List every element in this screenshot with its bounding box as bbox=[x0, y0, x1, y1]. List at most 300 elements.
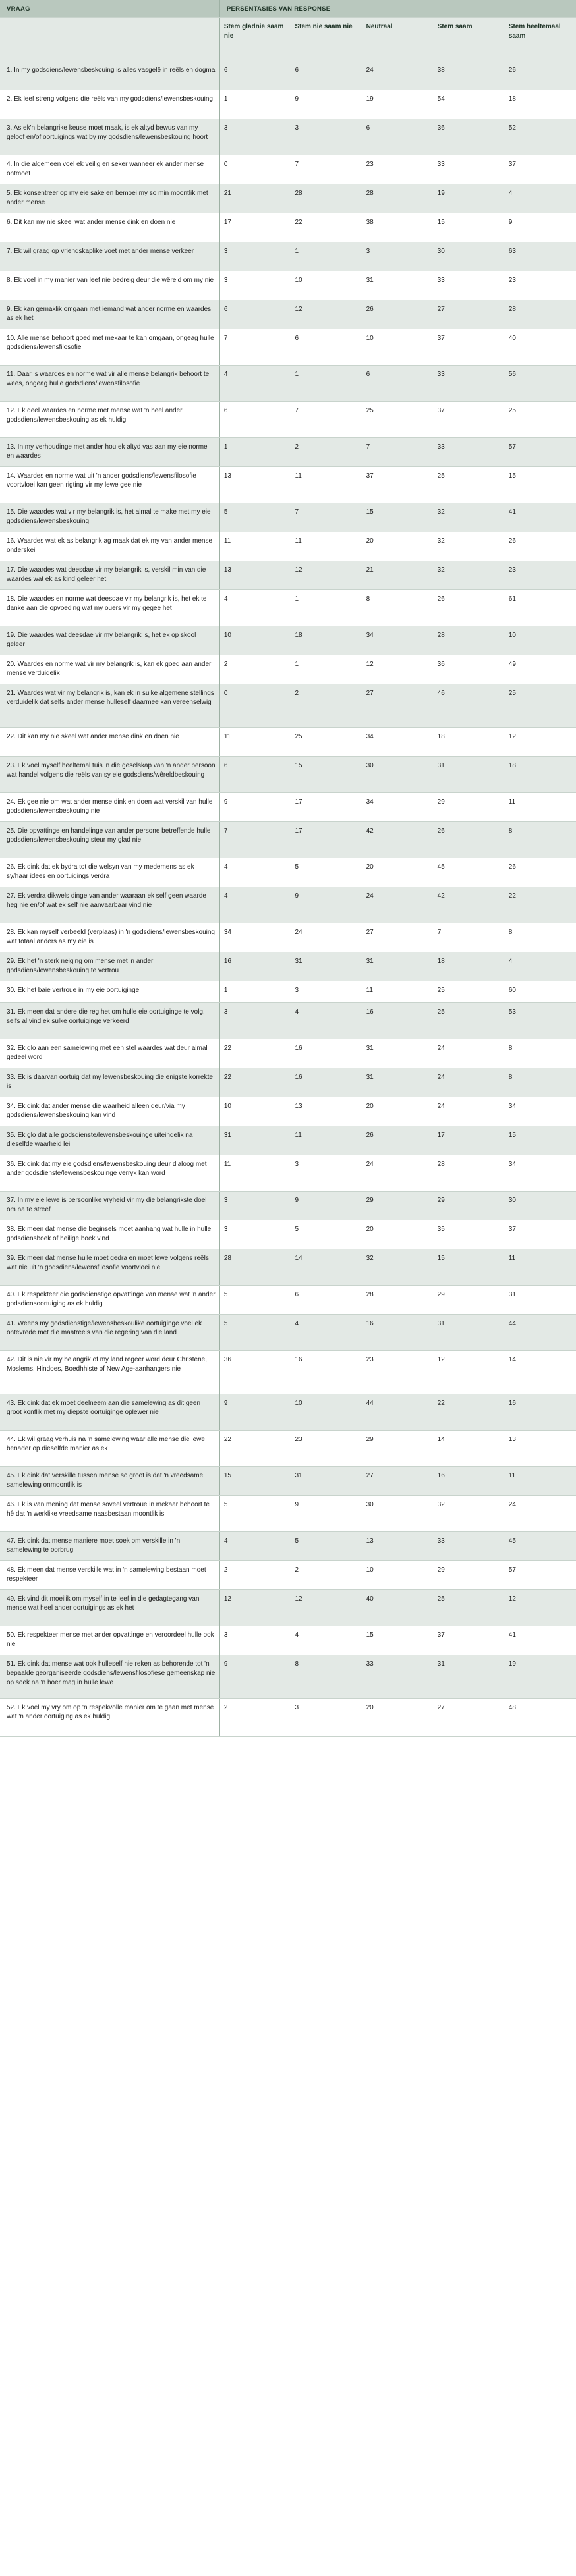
table-row bbox=[0, 532, 576, 561]
pct-agree: 37 bbox=[434, 1626, 505, 1655]
table-row bbox=[0, 1097, 576, 1126]
question-text: 49. Ek vind dit moeilik om myself in te leef in die gedagtegang van mense wat heel ander oortuigings as ek het bbox=[0, 1589, 219, 1626]
question-text: 6. Dit kan my nie skeel wat ander mense dink en doen nie bbox=[0, 213, 219, 242]
pct-strongly-disagree: 3 bbox=[219, 1191, 291, 1220]
pct-neutral: 3 bbox=[362, 242, 434, 271]
pct-strongly-disagree: 3 bbox=[219, 271, 291, 300]
pct-neutral: 20 bbox=[362, 1698, 434, 1736]
table-row bbox=[0, 626, 576, 655]
pct-agree: 35 bbox=[434, 1220, 505, 1249]
pct-strongly-disagree: 21 bbox=[219, 184, 291, 213]
pct-neutral: 31 bbox=[362, 952, 434, 981]
pct-strongly-agree: 11 bbox=[505, 792, 576, 821]
pct-strongly-agree: 45 bbox=[505, 1531, 576, 1560]
question-text: 21. Waardes wat vir my belangrik is, kan ek in sulke algemene stellings verduidelik dat selfs ander mense hulleself daarmee kan vereenselwig bbox=[0, 684, 219, 727]
pct-neutral: 6 bbox=[362, 119, 434, 155]
pct-strongly-agree: 34 bbox=[505, 1155, 576, 1191]
pct-agree: 33 bbox=[434, 365, 505, 401]
pct-strongly-disagree: 3 bbox=[219, 242, 291, 271]
pct-strongly-disagree: 5 bbox=[219, 1495, 291, 1531]
pct-disagree: 4 bbox=[291, 1002, 362, 1039]
pct-disagree: 6 bbox=[291, 61, 362, 90]
pct-agree: 33 bbox=[434, 155, 505, 184]
table-row bbox=[0, 1698, 576, 1736]
pct-strongly-agree: 11 bbox=[505, 1466, 576, 1495]
pct-neutral: 28 bbox=[362, 1285, 434, 1314]
col-header-strongly-agree: Stem heeltemaal saam bbox=[505, 17, 576, 61]
pct-disagree: 24 bbox=[291, 923, 362, 952]
question-text: 28. Ek kan myself verbeeld (verplaas) in 'n godsdiens/lewensbeskouing wat totaal anders as my eie is bbox=[0, 923, 219, 952]
question-text: 34. Ek dink dat ander mense die waarheid alleen deur/via my godsdiens/lewensbeskouing kan vind bbox=[0, 1097, 219, 1126]
pct-strongly-disagree: 1 bbox=[219, 437, 291, 466]
question-text: 30. Ek het baie vertroue in my eie oortuiginge bbox=[0, 981, 219, 1002]
pct-disagree: 12 bbox=[291, 561, 362, 589]
pct-strongly-disagree: 3 bbox=[219, 1626, 291, 1655]
pct-agree: 25 bbox=[434, 1002, 505, 1039]
question-text: 26. Ek dink dat ek bydra tot die welsyn van my medemens as ek sy/haar idees en oortuigings verdra bbox=[0, 858, 219, 887]
question-text: 11. Daar is waardes en norme wat vir alle mense belangrik behoort te wees, ongeag hulle godsdiens/lewensfilosofie bbox=[0, 365, 219, 401]
question-text: 19. Die waardes wat deesdae vir my belangrik is, het ek op skool geleer bbox=[0, 626, 219, 655]
question-text: 33. Ek is daarvan oortuig dat my lewensbeskouing die enigste korrekte is bbox=[0, 1068, 219, 1097]
pct-strongly-disagree: 22 bbox=[219, 1039, 291, 1068]
pct-strongly-agree: 24 bbox=[505, 1495, 576, 1531]
question-text: 2. Ek leef streng volgens die reëls van my godsdiens/lewensbeskouing bbox=[0, 90, 219, 119]
pct-neutral: 34 bbox=[362, 727, 434, 756]
pct-strongly-agree: 15 bbox=[505, 1126, 576, 1155]
table-row bbox=[0, 466, 576, 503]
pct-neutral: 23 bbox=[362, 155, 434, 184]
pct-disagree: 4 bbox=[291, 1314, 362, 1350]
pct-strongly-disagree: 4 bbox=[219, 365, 291, 401]
pct-disagree: 6 bbox=[291, 329, 362, 365]
question-text: 1. In my godsdiens/lewensbeskouing is alles vasgelê in reëls en dogma bbox=[0, 61, 219, 90]
table-row bbox=[0, 655, 576, 684]
pct-strongly-agree: 22 bbox=[505, 887, 576, 923]
pct-agree: 25 bbox=[434, 981, 505, 1002]
pct-neutral: 20 bbox=[362, 858, 434, 887]
pct-strongly-agree: 12 bbox=[505, 1589, 576, 1626]
pct-strongly-agree: 60 bbox=[505, 981, 576, 1002]
question-text: 45. Ek dink dat verskille tussen mense so groot is dat 'n vreedsame samelewing onmoontlik is bbox=[0, 1466, 219, 1495]
pct-disagree: 2 bbox=[291, 437, 362, 466]
pct-neutral: 30 bbox=[362, 756, 434, 792]
pct-strongly-disagree: 11 bbox=[219, 1155, 291, 1191]
pct-strongly-agree: 13 bbox=[505, 1430, 576, 1466]
pct-disagree: 3 bbox=[291, 1698, 362, 1736]
pct-neutral: 26 bbox=[362, 1126, 434, 1155]
pct-strongly-agree: 37 bbox=[505, 155, 576, 184]
question-text: 44. Ek wil graag verhuis na 'n samelewing waar alle mense die lewe benader op dieselfde manier as ek bbox=[0, 1430, 219, 1466]
table-row bbox=[0, 155, 576, 184]
pct-strongly-disagree: 28 bbox=[219, 1249, 291, 1285]
table-row bbox=[0, 1560, 576, 1589]
pct-disagree: 12 bbox=[291, 1589, 362, 1626]
pct-neutral: 25 bbox=[362, 401, 434, 437]
pct-strongly-agree: 18 bbox=[505, 90, 576, 119]
pct-neutral: 6 bbox=[362, 365, 434, 401]
pct-disagree: 2 bbox=[291, 684, 362, 727]
pct-disagree: 6 bbox=[291, 1285, 362, 1314]
table-row bbox=[0, 756, 576, 792]
pct-disagree: 7 bbox=[291, 401, 362, 437]
pct-agree: 30 bbox=[434, 242, 505, 271]
pct-strongly-agree: 16 bbox=[505, 1394, 576, 1430]
pct-strongly-disagree: 6 bbox=[219, 401, 291, 437]
question-text: 31. Ek meen dat andere die reg het om hulle eie oortuiginge te volg, selfs al vind ek sulke oortuiginge verkeerd bbox=[0, 1002, 219, 1039]
pct-strongly-disagree: 22 bbox=[219, 1068, 291, 1097]
question-text: 16. Waardes wat ek as belangrik ag maak dat ek my van ander mense onderskei bbox=[0, 532, 219, 561]
question-text: 5. Ek konsentreer op my eie sake en bemoei my so min moontlik met ander mense bbox=[0, 184, 219, 213]
pct-agree: 25 bbox=[434, 466, 505, 503]
pct-agree: 24 bbox=[434, 1068, 505, 1097]
pct-disagree: 3 bbox=[291, 1155, 362, 1191]
pct-disagree: 11 bbox=[291, 466, 362, 503]
pct-neutral: 29 bbox=[362, 1191, 434, 1220]
pct-strongly-agree: 37 bbox=[505, 1220, 576, 1249]
pct-agree: 42 bbox=[434, 887, 505, 923]
table-row bbox=[0, 365, 576, 401]
pct-strongly-disagree: 1 bbox=[219, 90, 291, 119]
question-text: 20. Waardes en norme wat vir my belangrik is, kan ek goed aan ander mense verduidelik bbox=[0, 655, 219, 684]
question-text: 42. Dit is nie vir my belangrik of my land regeer word deur Christene, Moslems, Hindoes, Boedhhiste of New Age-aanhangers nie bbox=[0, 1350, 219, 1394]
pct-agree: 7 bbox=[434, 923, 505, 952]
pct-neutral: 27 bbox=[362, 684, 434, 727]
pct-strongly-agree: 57 bbox=[505, 437, 576, 466]
table-row bbox=[0, 503, 576, 532]
pct-disagree: 23 bbox=[291, 1430, 362, 1466]
pct-agree: 26 bbox=[434, 589, 505, 626]
pct-agree: 12 bbox=[434, 1350, 505, 1394]
col-header-neutral: Neutraal bbox=[362, 17, 434, 61]
question-text: 40. Ek respekteer die godsdienstige opvattinge van mense wat 'n ander godsdiensoortuiging as ek huldig bbox=[0, 1285, 219, 1314]
question-text: 13. In my verhoudinge met ander hou ek altyd vas aan my eie norme en waardes bbox=[0, 437, 219, 466]
pct-disagree: 11 bbox=[291, 532, 362, 561]
pct-strongly-disagree: 3 bbox=[219, 119, 291, 155]
table-row bbox=[0, 1495, 576, 1531]
table-row bbox=[0, 1314, 576, 1350]
pct-neutral: 16 bbox=[362, 1002, 434, 1039]
question-text: 18. Die waardes en norme wat deesdae vir my belangrik is, het ek te danke aan die opvoeding wat my ouers vir my gegee het bbox=[0, 589, 219, 626]
pct-strongly-disagree: 5 bbox=[219, 1314, 291, 1350]
pct-strongly-disagree: 22 bbox=[219, 1430, 291, 1466]
pct-strongly-disagree: 2 bbox=[219, 1560, 291, 1589]
pct-neutral: 38 bbox=[362, 213, 434, 242]
table-row bbox=[0, 1191, 576, 1220]
table-row bbox=[0, 1589, 576, 1626]
pct-disagree: 3 bbox=[291, 119, 362, 155]
table-row bbox=[0, 271, 576, 300]
pct-agree: 19 bbox=[434, 184, 505, 213]
pct-agree: 45 bbox=[434, 858, 505, 887]
pct-neutral: 7 bbox=[362, 437, 434, 466]
question-text: 43. Ek dink dat ek moet deelneem aan die samelewing as dit geen groot konflik met my diepste oortuiginge oplewer nie bbox=[0, 1394, 219, 1430]
pct-disagree: 7 bbox=[291, 155, 362, 184]
question-text: 3. As ek'n belangrike keuse moet maak, is ek altyd bewus van my geloof en/of oortuigings wat by my godsdiens/lewensbeskouing hoort bbox=[0, 119, 219, 155]
pct-agree: 38 bbox=[434, 61, 505, 90]
pct-neutral: 34 bbox=[362, 792, 434, 821]
pct-neutral: 40 bbox=[362, 1589, 434, 1626]
pct-strongly-agree: 49 bbox=[505, 655, 576, 684]
pct-disagree: 1 bbox=[291, 365, 362, 401]
pct-agree: 29 bbox=[434, 1560, 505, 1589]
pct-neutral: 30 bbox=[362, 1495, 434, 1531]
pct-agree: 25 bbox=[434, 1589, 505, 1626]
question-text: 12. Ek deel waardes en norme met mense wat 'n heel ander godsdiens/lewensbeskouing as ek huldig bbox=[0, 401, 219, 437]
pct-disagree: 16 bbox=[291, 1350, 362, 1394]
pct-neutral: 15 bbox=[362, 1626, 434, 1655]
question-text: 48. Ek meen dat mense verskille wat in 'n samelewing bestaan moet respekteer bbox=[0, 1560, 219, 1589]
question-text: 41. Weens my godsdienstige/lewensbeskoulike oortuiginge voel ek ontevrede met die maatreëls van die regering van die land bbox=[0, 1314, 219, 1350]
pct-strongly-disagree: 3 bbox=[219, 1220, 291, 1249]
pct-strongly-agree: 41 bbox=[505, 503, 576, 532]
pct-neutral: 12 bbox=[362, 655, 434, 684]
pct-strongly-disagree: 1 bbox=[219, 981, 291, 1002]
table-row bbox=[0, 1068, 576, 1097]
pct-neutral: 44 bbox=[362, 1394, 434, 1430]
pct-agree: 27 bbox=[434, 1698, 505, 1736]
question-column-header: VRAAG bbox=[0, 0, 219, 17]
pct-strongly-disagree: 11 bbox=[219, 532, 291, 561]
pct-strongly-disagree: 5 bbox=[219, 1285, 291, 1314]
pct-strongly-disagree: 31 bbox=[219, 1126, 291, 1155]
pct-disagree: 17 bbox=[291, 792, 362, 821]
pct-agree: 16 bbox=[434, 1466, 505, 1495]
pct-strongly-disagree: 4 bbox=[219, 887, 291, 923]
pct-disagree: 13 bbox=[291, 1097, 362, 1126]
pct-agree: 24 bbox=[434, 1097, 505, 1126]
pct-agree: 37 bbox=[434, 401, 505, 437]
table-row bbox=[0, 684, 576, 727]
pct-strongly-disagree: 6 bbox=[219, 756, 291, 792]
pct-strongly-agree: 18 bbox=[505, 756, 576, 792]
pct-neutral: 31 bbox=[362, 1068, 434, 1097]
pct-neutral: 23 bbox=[362, 1350, 434, 1394]
table-row bbox=[0, 923, 576, 952]
table-row bbox=[0, 1626, 576, 1655]
pct-strongly-disagree: 10 bbox=[219, 626, 291, 655]
pct-neutral: 27 bbox=[362, 1466, 434, 1495]
pct-strongly-agree: 28 bbox=[505, 300, 576, 329]
question-text: 52. Ek voel my vry om op 'n respekvolle manier om te gaan met mense wat 'n ander oortuiging as ek huldig bbox=[0, 1698, 219, 1736]
pct-strongly-agree: 23 bbox=[505, 561, 576, 589]
question-text: 50. Ek respekteer mense met ander opvattinge en veroordeel hulle ook nie bbox=[0, 1626, 219, 1655]
pct-disagree: 22 bbox=[291, 213, 362, 242]
pct-strongly-disagree: 36 bbox=[219, 1350, 291, 1394]
table-row bbox=[0, 858, 576, 887]
pct-agree: 17 bbox=[434, 1126, 505, 1155]
pct-disagree: 28 bbox=[291, 184, 362, 213]
pct-strongly-disagree: 0 bbox=[219, 155, 291, 184]
pct-strongly-disagree: 5 bbox=[219, 503, 291, 532]
pct-strongly-agree: 57 bbox=[505, 1560, 576, 1589]
question-column-spacer bbox=[0, 17, 219, 61]
pct-strongly-agree: 8 bbox=[505, 923, 576, 952]
table-row bbox=[0, 887, 576, 923]
pct-agree: 36 bbox=[434, 655, 505, 684]
pct-strongly-disagree: 4 bbox=[219, 1531, 291, 1560]
pct-strongly-disagree: 9 bbox=[219, 1655, 291, 1698]
pct-disagree: 16 bbox=[291, 1068, 362, 1097]
pct-agree: 33 bbox=[434, 1531, 505, 1560]
pct-strongly-disagree: 4 bbox=[219, 589, 291, 626]
pct-agree: 18 bbox=[434, 727, 505, 756]
pct-agree: 31 bbox=[434, 756, 505, 792]
pct-disagree: 3 bbox=[291, 981, 362, 1002]
pct-disagree: 8 bbox=[291, 1655, 362, 1698]
pct-neutral: 19 bbox=[362, 90, 434, 119]
table-row bbox=[0, 1430, 576, 1466]
pct-agree: 46 bbox=[434, 684, 505, 727]
pct-agree: 32 bbox=[434, 532, 505, 561]
pct-disagree: 1 bbox=[291, 242, 362, 271]
pct-strongly-disagree: 10 bbox=[219, 1097, 291, 1126]
question-text: 51. Ek dink dat mense wat ook hulleself nie reken as behorende tot 'n bepaalde georganiseerde godsdiens/lewensfilosofiese gemeenskap nie op soek na 'n hoër mag in hulle lewe bbox=[0, 1655, 219, 1698]
pct-strongly-disagree: 9 bbox=[219, 1394, 291, 1430]
pct-disagree: 12 bbox=[291, 300, 362, 329]
pct-strongly-agree: 40 bbox=[505, 329, 576, 365]
pct-agree: 26 bbox=[434, 821, 505, 858]
pct-agree: 36 bbox=[434, 119, 505, 155]
pct-agree: 54 bbox=[434, 90, 505, 119]
pct-neutral: 34 bbox=[362, 626, 434, 655]
pct-disagree: 14 bbox=[291, 1249, 362, 1285]
pct-neutral: 8 bbox=[362, 589, 434, 626]
pct-disagree: 10 bbox=[291, 1394, 362, 1430]
pct-strongly-agree: 12 bbox=[505, 727, 576, 756]
pct-strongly-disagree: 34 bbox=[219, 923, 291, 952]
pct-neutral: 16 bbox=[362, 1314, 434, 1350]
question-text: 25. Die opvattinge en handelinge van ander persone betreffende hulle godsdiens/lewensbeskouing steur my glad nie bbox=[0, 821, 219, 858]
pct-strongly-agree: 26 bbox=[505, 858, 576, 887]
pct-strongly-agree: 15 bbox=[505, 466, 576, 503]
question-text: 8. Ek voel in my manier van leef nie bedreig deur die wêreld om my nie bbox=[0, 271, 219, 300]
pct-disagree: 31 bbox=[291, 1466, 362, 1495]
pct-neutral: 31 bbox=[362, 271, 434, 300]
pct-strongly-disagree: 2 bbox=[219, 1698, 291, 1736]
pct-agree: 37 bbox=[434, 329, 505, 365]
table-row bbox=[0, 184, 576, 213]
pct-strongly-agree: 10 bbox=[505, 626, 576, 655]
pct-disagree: 9 bbox=[291, 1191, 362, 1220]
pct-strongly-disagree: 15 bbox=[219, 1466, 291, 1495]
table-row bbox=[0, 1655, 576, 1698]
table-row bbox=[0, 213, 576, 242]
pct-strongly-agree: 61 bbox=[505, 589, 576, 626]
question-text: 46. Ek is van mening dat mense soveel vertroue in mekaar behoort te hê dat 'n werklike vreedsame naasbestaan moontlik is bbox=[0, 1495, 219, 1531]
pct-strongly-disagree: 6 bbox=[219, 300, 291, 329]
pct-disagree: 10 bbox=[291, 271, 362, 300]
pct-agree: 24 bbox=[434, 1039, 505, 1068]
pct-strongly-agree: 53 bbox=[505, 1002, 576, 1039]
question-text: 14. Waardes en norme wat uit 'n ander godsdiens/lewensfilosofie voortvloei kan geen rigting vir my lewe gee nie bbox=[0, 466, 219, 503]
question-text: 10. Alle mense behoort goed met mekaar te kan omgaan, ongeag hulle godsdiens/lewensfilosofie bbox=[0, 329, 219, 365]
pct-agree: 28 bbox=[434, 1155, 505, 1191]
pct-disagree: 17 bbox=[291, 821, 362, 858]
pct-disagree: 31 bbox=[291, 952, 362, 981]
question-text: 39. Ek meen dat mense hulle moet gedra en moet lewe volgens reëls wat nie uit 'n godsdiens/lewensfilosofie voortvloei nie bbox=[0, 1249, 219, 1285]
table-row bbox=[0, 1531, 576, 1560]
pct-disagree: 2 bbox=[291, 1560, 362, 1589]
col-header-disagree: Stem nie saam nie bbox=[291, 17, 362, 61]
table-row bbox=[0, 61, 576, 90]
response-group-header: PERSENTASIES VAN RESPONSE bbox=[219, 0, 576, 17]
pct-strongly-disagree: 9 bbox=[219, 792, 291, 821]
pct-strongly-agree: 56 bbox=[505, 365, 576, 401]
pct-neutral: 20 bbox=[362, 1220, 434, 1249]
pct-strongly-disagree: 11 bbox=[219, 727, 291, 756]
pct-neutral: 32 bbox=[362, 1249, 434, 1285]
table-row bbox=[0, 1126, 576, 1155]
col-header-agree: Stem saam bbox=[434, 17, 505, 61]
pct-disagree: 5 bbox=[291, 1531, 362, 1560]
question-text: 36. Ek dink dat my eie godsdiens/lewensbeskouing deur dialoog met ander godsdienste/lewensbeskouinge verryk kan word bbox=[0, 1155, 219, 1191]
pct-disagree: 5 bbox=[291, 1220, 362, 1249]
pct-strongly-disagree: 3 bbox=[219, 1002, 291, 1039]
col-header-strongly-disagree: Stem gladnie saam nie bbox=[219, 17, 291, 61]
pct-strongly-agree: 23 bbox=[505, 271, 576, 300]
table-row bbox=[0, 1249, 576, 1285]
pct-neutral: 29 bbox=[362, 1430, 434, 1466]
pct-strongly-disagree: 13 bbox=[219, 466, 291, 503]
question-text: 4. In die algemeen voel ek veilig en seker wanneer ek ander mense ontmoet bbox=[0, 155, 219, 184]
pct-strongly-agree: 25 bbox=[505, 684, 576, 727]
pct-agree: 15 bbox=[434, 213, 505, 242]
pct-neutral: 15 bbox=[362, 503, 434, 532]
pct-neutral: 26 bbox=[362, 300, 434, 329]
pct-strongly-agree: 8 bbox=[505, 1068, 576, 1097]
table-row bbox=[0, 792, 576, 821]
pct-neutral: 37 bbox=[362, 466, 434, 503]
pct-strongly-disagree: 16 bbox=[219, 952, 291, 981]
pct-strongly-disagree: 17 bbox=[219, 213, 291, 242]
table-row bbox=[0, 1466, 576, 1495]
table-row bbox=[0, 90, 576, 119]
question-text: 17. Die waardes wat deesdae vir my belangrik is, verskil min van die waardes wat ek as kind geleer het bbox=[0, 561, 219, 589]
pct-strongly-agree: 41 bbox=[505, 1626, 576, 1655]
question-text: 23. Ek voel myself heeltemal tuis in die geselskap van 'n ander persoon wat handel volgens die reëls van sy eie godsdiens/wêreldbeskouing bbox=[0, 756, 219, 792]
pct-agree: 31 bbox=[434, 1314, 505, 1350]
table-row bbox=[0, 1350, 576, 1394]
pct-strongly-agree: 4 bbox=[505, 184, 576, 213]
pct-agree: 29 bbox=[434, 1191, 505, 1220]
pct-strongly-agree: 31 bbox=[505, 1285, 576, 1314]
pct-agree: 18 bbox=[434, 952, 505, 981]
pct-strongly-agree: 19 bbox=[505, 1655, 576, 1698]
table-row bbox=[0, 119, 576, 155]
pct-strongly-agree: 25 bbox=[505, 401, 576, 437]
pct-strongly-agree: 30 bbox=[505, 1191, 576, 1220]
table-row bbox=[0, 727, 576, 756]
pct-strongly-disagree: 12 bbox=[219, 1589, 291, 1626]
table-row bbox=[0, 561, 576, 589]
pct-strongly-agree: 8 bbox=[505, 1039, 576, 1068]
pct-strongly-agree: 4 bbox=[505, 952, 576, 981]
question-text: 37. In my eie lewe is persoonlike vryheid vir my die belangrikste doel om na te streef bbox=[0, 1191, 219, 1220]
pct-agree: 32 bbox=[434, 503, 505, 532]
pct-neutral: 24 bbox=[362, 1155, 434, 1191]
pct-strongly-disagree: 7 bbox=[219, 821, 291, 858]
pct-strongly-agree: 26 bbox=[505, 532, 576, 561]
table-row bbox=[0, 1155, 576, 1191]
pct-agree: 31 bbox=[434, 1655, 505, 1698]
question-text: 15. Die waardes wat vir my belangrik is, het almal te make met my eie godsdiens/lewensbeskouing bbox=[0, 503, 219, 532]
pct-disagree: 5 bbox=[291, 858, 362, 887]
pct-neutral: 24 bbox=[362, 887, 434, 923]
table-row bbox=[0, 401, 576, 437]
pct-neutral: 10 bbox=[362, 329, 434, 365]
table-row bbox=[0, 952, 576, 981]
pct-agree: 33 bbox=[434, 271, 505, 300]
